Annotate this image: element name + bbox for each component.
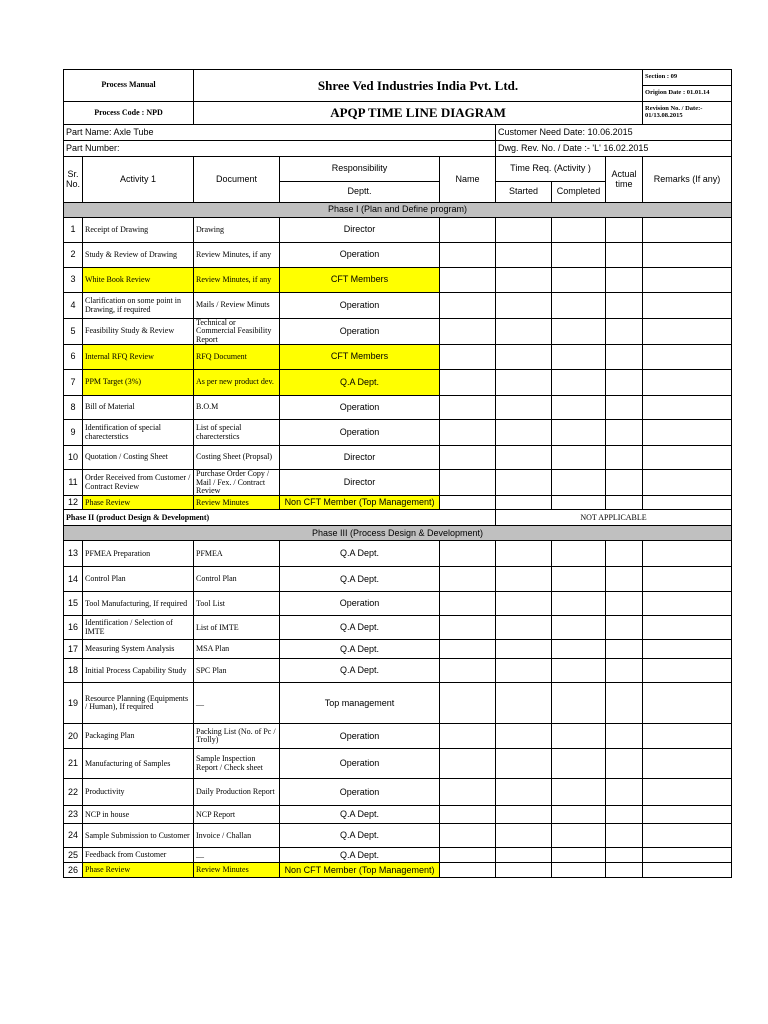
row-responsibility: Operation: [280, 243, 440, 268]
row-document: Tool List: [194, 592, 280, 616]
row-remarks[interactable]: [643, 683, 732, 724]
row-number: 4: [64, 293, 83, 319]
row-number: 13: [64, 541, 83, 567]
row-responsibility: Operation: [280, 592, 440, 616]
row-remarks[interactable]: [643, 541, 732, 567]
phase2-status: NOT APPLICABLE: [496, 510, 732, 526]
row-document: __: [194, 848, 280, 863]
row-name[interactable]: [440, 863, 496, 878]
column-header-actual-time: Actual time: [606, 157, 643, 203]
row-actual-time[interactable]: [606, 640, 643, 659]
row-started[interactable]: [496, 218, 552, 243]
row-number: 23: [64, 806, 83, 824]
row-started[interactable]: [496, 319, 552, 345]
row-remarks[interactable]: [643, 470, 732, 496]
table-row: [64, 806, 732, 824]
row-name[interactable]: [440, 640, 496, 659]
row-name[interactable]: [440, 749, 496, 779]
row-activity: Manufacturing of Samples: [83, 749, 194, 779]
row-activity: Clarification on some point in Drawing, if required: [83, 293, 194, 319]
phase3-label: Phase III (Process Design & Development): [64, 526, 732, 541]
row-activity: Order Received from Customer / Contract Review: [83, 470, 194, 496]
column-header-time-req: Time Req. (Activity ): [496, 157, 606, 182]
row-completed[interactable]: [552, 779, 606, 806]
column-header-deptt: Deptt.: [280, 182, 440, 203]
row-remarks[interactable]: [643, 345, 732, 370]
row-started[interactable]: [496, 293, 552, 319]
row-activity: White Book Review: [83, 268, 194, 293]
row-actual-time[interactable]: [606, 370, 643, 396]
table-row: [64, 848, 732, 863]
row-activity: Identification / Selection of IMTE: [83, 616, 194, 640]
row-responsibility: Q.A Dept.: [280, 806, 440, 824]
row-remarks[interactable]: [643, 659, 732, 683]
row-completed[interactable]: [552, 659, 606, 683]
table-row: [64, 496, 732, 510]
row-started[interactable]: [496, 616, 552, 640]
row-completed[interactable]: [552, 806, 606, 824]
row-document: Review Minutes: [194, 863, 280, 878]
row-completed[interactable]: [552, 724, 606, 749]
row-number: 15: [64, 592, 83, 616]
row-responsibility: Q.A Dept.: [280, 824, 440, 848]
table-row: [64, 293, 732, 319]
row-completed[interactable]: [552, 683, 606, 724]
row-activity: Packaging Plan: [83, 724, 194, 749]
row-actual-time[interactable]: [606, 824, 643, 848]
row-name[interactable]: [440, 806, 496, 824]
table-row: [64, 724, 732, 749]
row-document: Invoice / Challan: [194, 824, 280, 848]
row-started[interactable]: [496, 420, 552, 446]
row-document: Technical or Commercial Feasibility Report: [194, 319, 280, 345]
row-started[interactable]: [496, 863, 552, 878]
row-completed[interactable]: [552, 496, 606, 510]
row-actual-time[interactable]: [606, 659, 643, 683]
row-remarks[interactable]: [643, 396, 732, 420]
table-row: [64, 824, 732, 848]
row-completed[interactable]: [552, 470, 606, 496]
row-responsibility: Non CFT Member (Top Management): [280, 496, 440, 510]
row-completed[interactable]: [552, 616, 606, 640]
table-row: [64, 640, 732, 659]
origin-date: Origion Date : 01.01.14: [643, 86, 732, 102]
row-completed[interactable]: [552, 749, 606, 779]
column-header-responsibility: Responsibility: [280, 157, 440, 182]
row-document: B.O.M: [194, 396, 280, 420]
table-row: [64, 243, 732, 268]
row-responsibility: Operation: [280, 319, 440, 345]
row-remarks[interactable]: [643, 863, 732, 878]
row-name[interactable]: [440, 268, 496, 293]
row-completed[interactable]: [552, 370, 606, 396]
row-responsibility: Q.A Dept.: [280, 370, 440, 396]
row-responsibility: Operation: [280, 396, 440, 420]
row-started[interactable]: [496, 824, 552, 848]
row-name[interactable]: [440, 592, 496, 616]
row-actual-time[interactable]: [606, 683, 643, 724]
row-started[interactable]: [496, 345, 552, 370]
row-started[interactable]: [496, 370, 552, 396]
row-responsibility: Director: [280, 218, 440, 243]
row-started[interactable]: [496, 268, 552, 293]
row-number: 2: [64, 243, 83, 268]
row-responsibility: Operation: [280, 420, 440, 446]
process-code: Process Code : NPD: [64, 102, 194, 125]
row-responsibility: Q.A Dept.: [280, 659, 440, 683]
row-responsibility: Director: [280, 470, 440, 496]
row-number: 9: [64, 420, 83, 446]
row-responsibility: Q.A Dept.: [280, 848, 440, 863]
phase2-label: Phase II (product Design & Development): [64, 510, 496, 526]
row-document: RFQ Document: [194, 345, 280, 370]
row-name[interactable]: [440, 243, 496, 268]
table-row: [64, 396, 732, 420]
row-remarks[interactable]: [643, 779, 732, 806]
column-header-sr-no: Sr. No.: [64, 157, 83, 203]
row-remarks[interactable]: [643, 370, 732, 396]
row-activity: PFMEA Preparation: [83, 541, 194, 567]
row-actual-time[interactable]: [606, 848, 643, 863]
row-number: 5: [64, 319, 83, 345]
row-activity: Feedback from Customer: [83, 848, 194, 863]
row-remarks[interactable]: [643, 592, 732, 616]
row-responsibility: Non CFT Member (Top Management): [280, 863, 440, 878]
row-remarks[interactable]: [643, 496, 732, 510]
row-number: 20: [64, 724, 83, 749]
row-remarks[interactable]: [643, 218, 732, 243]
row-number: 12: [64, 496, 83, 510]
row-responsibility: CFT Members: [280, 345, 440, 370]
row-remarks[interactable]: [643, 824, 732, 848]
row-activity: Phase Review: [83, 863, 194, 878]
row-activity: Bill of Material: [83, 396, 194, 420]
table-row: [64, 446, 732, 470]
row-document: As per new product dev.: [194, 370, 280, 396]
table-row: [64, 420, 732, 446]
table-row: [64, 370, 732, 396]
table-row: [64, 319, 732, 345]
row-document: Packing List (No. of Pc / Trolly): [194, 724, 280, 749]
row-name[interactable]: [440, 541, 496, 567]
row-number: 1: [64, 218, 83, 243]
row-actual-time[interactable]: [606, 592, 643, 616]
table-row: [64, 567, 732, 592]
part-name: Part Name: Axle Tube: [64, 125, 496, 141]
row-responsibility: Q.A Dept.: [280, 616, 440, 640]
row-remarks[interactable]: [643, 616, 732, 640]
row-remarks[interactable]: [643, 268, 732, 293]
row-actual-time[interactable]: [606, 863, 643, 878]
row-number: 11: [64, 470, 83, 496]
row-name[interactable]: [440, 616, 496, 640]
row-number: 16: [64, 616, 83, 640]
row-name[interactable]: [440, 420, 496, 446]
row-activity: Measuring System Analysis: [83, 640, 194, 659]
row-actual-time[interactable]: [606, 345, 643, 370]
row-number: 24: [64, 824, 83, 848]
row-number: 7: [64, 370, 83, 396]
row-name[interactable]: [440, 824, 496, 848]
row-actual-time[interactable]: [606, 470, 643, 496]
row-number: 21: [64, 749, 83, 779]
company-name: Shree Ved Industries India Pvt. Ltd.: [194, 70, 643, 102]
row-name[interactable]: [440, 319, 496, 345]
row-activity: Receipt of Drawing: [83, 218, 194, 243]
row-responsibility: Operation: [280, 749, 440, 779]
row-actual-time[interactable]: [606, 616, 643, 640]
row-activity: Phase Review: [83, 496, 194, 510]
row-number: 26: [64, 863, 83, 878]
row-responsibility: Operation: [280, 724, 440, 749]
row-responsibility: Top management: [280, 683, 440, 724]
column-header-name: Name: [440, 157, 496, 203]
row-responsibility: Operation: [280, 779, 440, 806]
row-document: List of special charecterstics: [194, 420, 280, 446]
row-completed[interactable]: [552, 293, 606, 319]
row-document: Costing Sheet (Propsal): [194, 446, 280, 470]
row-completed[interactable]: [552, 824, 606, 848]
row-responsibility: CFT Members: [280, 268, 440, 293]
process-manual-label: Process Manual: [64, 70, 194, 102]
row-completed[interactable]: [552, 640, 606, 659]
row-actual-time[interactable]: [606, 496, 643, 510]
row-remarks[interactable]: [643, 848, 732, 863]
row-remarks[interactable]: [643, 293, 732, 319]
row-document: Review Minutes, if any: [194, 268, 280, 293]
table-row: [64, 779, 732, 806]
row-number: 6: [64, 345, 83, 370]
row-number: 14: [64, 567, 83, 592]
row-number: 18: [64, 659, 83, 683]
row-activity: Control Plan: [83, 567, 194, 592]
table-row: [64, 345, 732, 370]
row-document: Review Minutes: [194, 496, 280, 510]
customer-need-date: Customer Need Date: 10.06.2015: [496, 125, 732, 141]
row-name[interactable]: [440, 218, 496, 243]
row-completed[interactable]: [552, 446, 606, 470]
row-remarks[interactable]: [643, 749, 732, 779]
row-actual-time[interactable]: [606, 420, 643, 446]
diagram-title: APQP TIME LINE DIAGRAM: [194, 102, 643, 125]
row-activity: Internal RFQ Review: [83, 345, 194, 370]
row-actual-time[interactable]: [606, 724, 643, 749]
row-responsibility: Operation: [280, 293, 440, 319]
row-document: Purchase Order Copy / Mail / Fex. / Contract Review: [194, 470, 280, 496]
row-name[interactable]: [440, 496, 496, 510]
row-activity: Study & Review of Drawing: [83, 243, 194, 268]
row-actual-time[interactable]: [606, 446, 643, 470]
row-name[interactable]: [440, 683, 496, 724]
row-completed[interactable]: [552, 541, 606, 567]
revision-info: Revision No. / Date:- 01/13.08.2015: [643, 102, 732, 125]
row-name[interactable]: [440, 779, 496, 806]
row-actual-time[interactable]: [606, 779, 643, 806]
row-completed[interactable]: [552, 345, 606, 370]
row-activity: Tool Manufacturing, If required: [83, 592, 194, 616]
row-document: Mails / Review Minuts: [194, 293, 280, 319]
row-completed[interactable]: [552, 420, 606, 446]
row-name[interactable]: [440, 446, 496, 470]
column-header-document: Document: [194, 157, 280, 203]
row-started[interactable]: [496, 848, 552, 863]
row-document: NCP Report: [194, 806, 280, 824]
row-name[interactable]: [440, 659, 496, 683]
table-row: [64, 268, 732, 293]
row-started[interactable]: [496, 446, 552, 470]
column-header-remarks: Remarks (If any): [643, 157, 732, 203]
column-header-activity: Activity 1: [83, 157, 194, 203]
row-number: 3: [64, 268, 83, 293]
row-remarks[interactable]: [643, 420, 732, 446]
row-number: 8: [64, 396, 83, 420]
row-document: Control Plan: [194, 567, 280, 592]
table-row: [64, 592, 732, 616]
row-completed[interactable]: [552, 319, 606, 345]
row-activity: NCP in house: [83, 806, 194, 824]
row-responsibility: Q.A Dept.: [280, 640, 440, 659]
column-header-started: Started: [496, 182, 552, 203]
row-name[interactable]: [440, 567, 496, 592]
row-number: 10: [64, 446, 83, 470]
table-row: [64, 541, 732, 567]
row-activity: Sample Submission to Customer: [83, 824, 194, 848]
row-started[interactable]: [496, 541, 552, 567]
section-label: Section : 09: [643, 70, 732, 86]
table-row: [64, 616, 732, 640]
table-row: [64, 683, 732, 724]
row-started[interactable]: [496, 749, 552, 779]
row-started[interactable]: [496, 396, 552, 420]
row-document: List of IMTE: [194, 616, 280, 640]
table-row: [64, 218, 732, 243]
row-name[interactable]: [440, 345, 496, 370]
row-remarks[interactable]: [643, 806, 732, 824]
row-started[interactable]: [496, 496, 552, 510]
row-document: Review Minutes, if any: [194, 243, 280, 268]
row-remarks[interactable]: [643, 319, 732, 345]
row-completed[interactable]: [552, 567, 606, 592]
row-actual-time[interactable]: [606, 396, 643, 420]
row-remarks[interactable]: [643, 724, 732, 749]
row-document: __: [194, 683, 280, 724]
row-activity: Resource Planning (Equipments / Human), If required: [83, 683, 194, 724]
row-document: Sample Inspection Report / Check sheet: [194, 749, 280, 779]
row-remarks[interactable]: [643, 446, 732, 470]
row-name[interactable]: [440, 396, 496, 420]
part-number: Part Number:: [64, 141, 496, 157]
table-row: [64, 863, 732, 878]
row-document: MSA Plan: [194, 640, 280, 659]
row-started[interactable]: [496, 243, 552, 268]
row-started[interactable]: [496, 470, 552, 496]
row-completed[interactable]: [552, 592, 606, 616]
row-actual-time[interactable]: [606, 567, 643, 592]
row-activity: Productivity: [83, 779, 194, 806]
row-actual-time[interactable]: [606, 749, 643, 779]
row-remarks[interactable]: [643, 640, 732, 659]
row-number: 19: [64, 683, 83, 724]
row-completed[interactable]: [552, 863, 606, 878]
row-document: SPC Plan: [194, 659, 280, 683]
row-document: PFMEA: [194, 541, 280, 567]
row-started[interactable]: [496, 724, 552, 749]
row-number: 25: [64, 848, 83, 863]
row-completed[interactable]: [552, 396, 606, 420]
row-document: Drawing: [194, 218, 280, 243]
row-started[interactable]: [496, 683, 552, 724]
row-number: 22: [64, 779, 83, 806]
row-document: Daily Production Report: [194, 779, 280, 806]
row-actual-time[interactable]: [606, 243, 643, 268]
apqp-timeline-table: [63, 69, 732, 878]
row-activity: Quotation / Costing Sheet: [83, 446, 194, 470]
column-header-completed: Completed: [552, 182, 606, 203]
row-remarks[interactable]: [643, 567, 732, 592]
row-completed[interactable]: [552, 268, 606, 293]
row-name[interactable]: [440, 470, 496, 496]
row-remarks[interactable]: [643, 243, 732, 268]
row-actual-time[interactable]: [606, 268, 643, 293]
row-activity: Feasibility Study & Review: [83, 319, 194, 345]
table-row: [64, 470, 732, 496]
row-actual-time[interactable]: [606, 293, 643, 319]
row-responsibility: Q.A Dept.: [280, 541, 440, 567]
row-activity: Identification of special charecterstics: [83, 420, 194, 446]
row-name[interactable]: [440, 848, 496, 863]
row-responsibility: Q.A Dept.: [280, 567, 440, 592]
row-started[interactable]: [496, 806, 552, 824]
row-number: 17: [64, 640, 83, 659]
row-name[interactable]: [440, 293, 496, 319]
row-started[interactable]: [496, 640, 552, 659]
row-activity: Initial Process Capability Study: [83, 659, 194, 683]
row-started[interactable]: [496, 779, 552, 806]
row-started[interactable]: [496, 592, 552, 616]
table-row: [64, 749, 732, 779]
row-activity: PPM Target (3%): [83, 370, 194, 396]
row-started[interactable]: [496, 659, 552, 683]
table-row: [64, 659, 732, 683]
row-name[interactable]: [440, 724, 496, 749]
row-actual-time[interactable]: [606, 319, 643, 345]
row-completed[interactable]: [552, 243, 606, 268]
row-started[interactable]: [496, 567, 552, 592]
row-actual-time[interactable]: [606, 218, 643, 243]
row-actual-time[interactable]: [606, 806, 643, 824]
phase1-label: Phase I (Plan and Define program): [64, 203, 732, 218]
row-completed[interactable]: [552, 218, 606, 243]
row-completed[interactable]: [552, 848, 606, 863]
row-responsibility: Director: [280, 446, 440, 470]
row-name[interactable]: [440, 370, 496, 396]
row-actual-time[interactable]: [606, 541, 643, 567]
drawing-revision: Dwg. Rev. No. / Date :- 'L' 16.02.2015: [496, 141, 732, 157]
